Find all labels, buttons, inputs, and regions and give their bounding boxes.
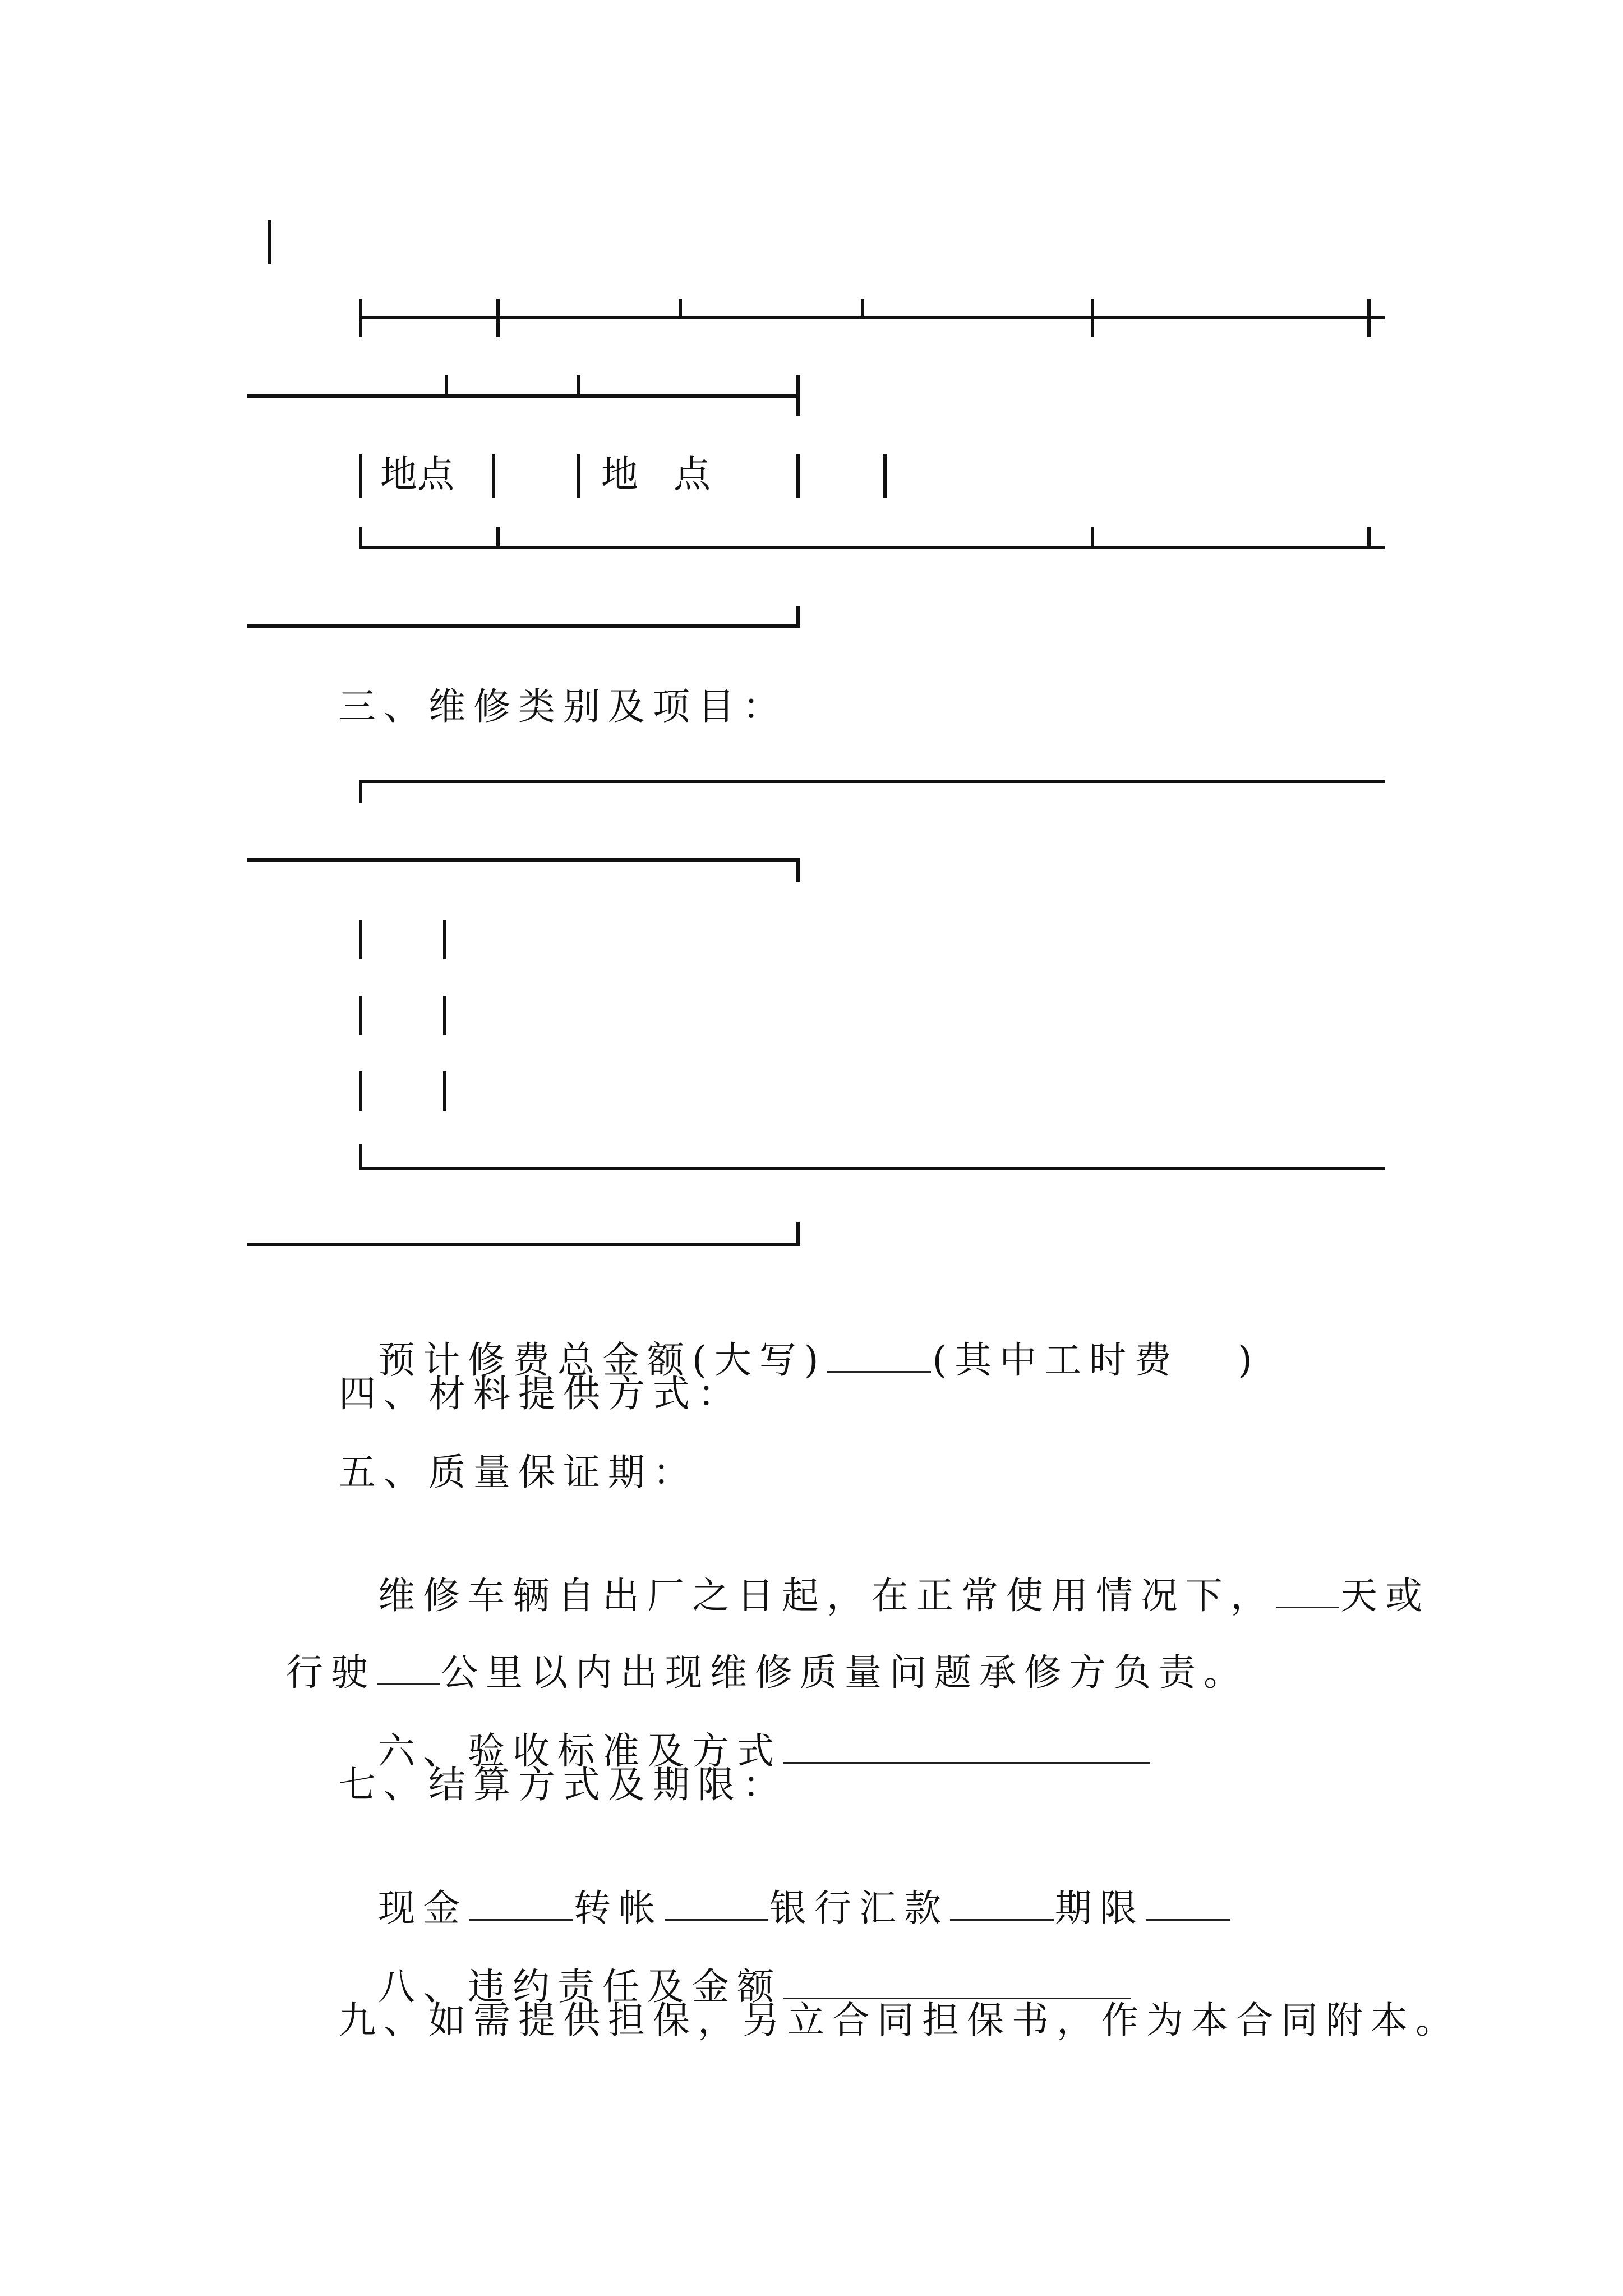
table-border: [679, 299, 682, 318]
table-border: [359, 780, 362, 803]
table-border: [359, 1071, 362, 1111]
table-border: [359, 316, 1385, 319]
table-border: [443, 996, 446, 1035]
payment-line: [339, 1841, 1231, 1931]
table-border: [359, 299, 362, 337]
table-border: [1091, 527, 1094, 549]
section-heading: 三、维修类别及项目：: [339, 685, 787, 728]
table-border: [861, 299, 864, 318]
table-border: [443, 920, 446, 959]
section-heading: 六、验收标准及方式: [377, 1729, 782, 1773]
estimate-label: 预计修费总金额(大写): [377, 1338, 827, 1382]
table-border: [359, 996, 362, 1035]
cell-label: 地点: [380, 453, 454, 496]
section-line: [339, 1684, 1151, 1774]
table-border: [247, 394, 800, 398]
paragraph-line: [339, 1529, 1430, 1618]
table-border: [1367, 299, 1371, 337]
blank-field[interactable]: [950, 1890, 1054, 1921]
section-heading: 八、违约责任及金额: [377, 1965, 782, 2008]
section-heading: 九、如需提供担保，另立合同担保书，作为本合同附本。: [339, 1999, 1460, 2042]
cell-label: 地 点: [601, 453, 711, 496]
table-border: [359, 1167, 1385, 1170]
paragraph-text: 行驶: [285, 1651, 376, 1694]
table-border: [359, 546, 1385, 549]
payment-label: 银行汇款: [769, 1887, 949, 1930]
table-border: [247, 624, 800, 628]
blank-field[interactable]: [1146, 1890, 1230, 1921]
blank-field[interactable]: [827, 1342, 931, 1373]
blank-field[interactable]: [377, 1654, 440, 1685]
table-border: [796, 606, 800, 628]
blank-field[interactable]: [469, 1890, 573, 1921]
payment-label: 期限: [1054, 1887, 1145, 1930]
table-border: [1091, 299, 1094, 337]
table-border: [883, 454, 887, 498]
table-border: [796, 1222, 800, 1246]
paragraph-text: 天或: [1340, 1574, 1430, 1617]
estimate-sub-label: (其中工时费: [932, 1338, 1179, 1382]
blank-field[interactable]: [1276, 1577, 1339, 1608]
table-border: [247, 858, 800, 862]
table-border: [796, 454, 800, 498]
table-border: [359, 920, 362, 959]
paragraph-line: [247, 1605, 1248, 1695]
section-heading: 七、结算方式及期限：: [339, 1763, 787, 1806]
section-line: [339, 1920, 1132, 2009]
section-heading: 四、材料提供方式：: [339, 1372, 743, 1415]
table-border: [496, 299, 500, 337]
section-heading: 五、质量保证期：: [339, 1451, 698, 1494]
table-border: [492, 454, 495, 498]
blank-field[interactable]: [783, 1733, 1150, 1764]
payment-label: 现金: [377, 1887, 468, 1930]
paragraph-text: 维修车辆自出厂之日起，在正常使用情况下，: [377, 1574, 1275, 1617]
table-border: [443, 1071, 446, 1111]
paragraph-text: 公里以内出现维修质量问题承修方负责。: [440, 1651, 1248, 1694]
table-border: [496, 527, 500, 549]
estimate-close: ): [1238, 1338, 1260, 1382]
table-border: [247, 1243, 800, 1246]
table-border: [577, 375, 580, 394]
table-border: [577, 454, 580, 498]
table-border: [796, 858, 800, 882]
payment-label: 转帐: [573, 1887, 663, 1930]
table-border: [796, 375, 800, 416]
table-border: [268, 220, 271, 264]
table-border: [1367, 527, 1371, 549]
table-border: [359, 527, 362, 549]
table-border: [359, 780, 1385, 783]
blank-field[interactable]: [665, 1890, 768, 1921]
blank-field[interactable]: [783, 1968, 1131, 1999]
table-border: [445, 375, 448, 394]
estimate-line: [339, 1293, 1260, 1383]
table-border: [359, 454, 362, 498]
